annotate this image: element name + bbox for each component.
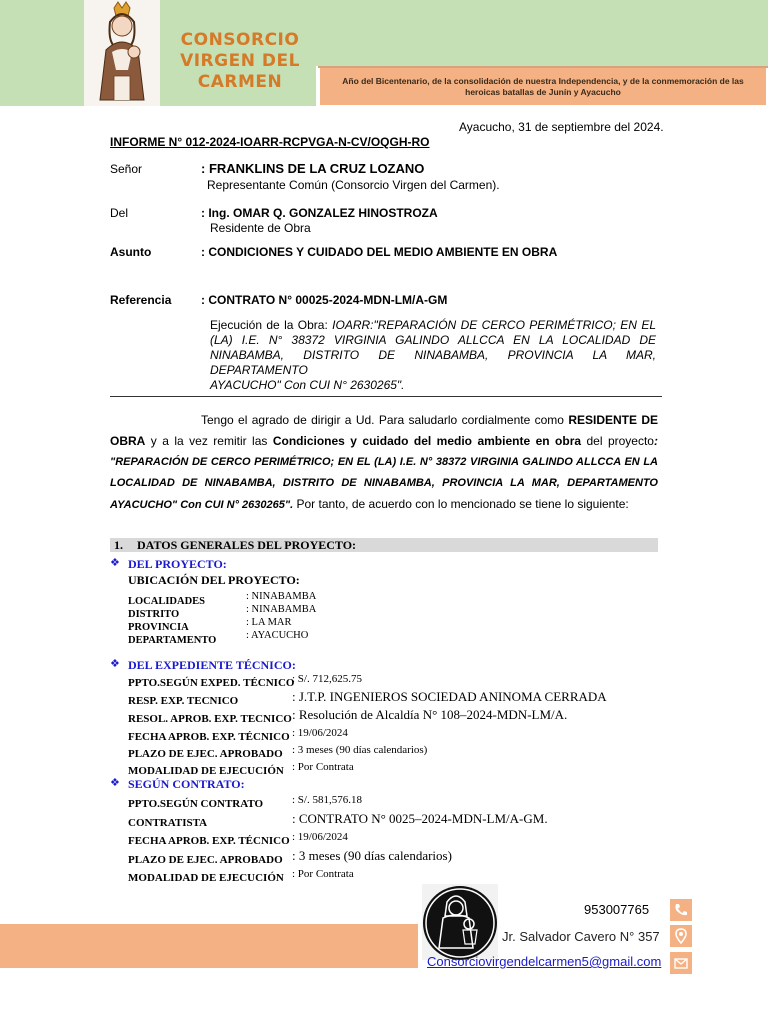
ubicacion-label: LOCALIDADES	[128, 596, 206, 607]
expediente-label: FECHA APROB. EXP. TÉCNICO	[128, 731, 290, 743]
ubicacion-label: PROVINCIA	[128, 622, 189, 633]
addressee-name: : FRANKLINS DE LA CRUZ LOZANO	[201, 161, 425, 176]
reference-detail-line-1: IOARR:"REPARACIÓN DE CERCO PERIMÉTRICO; EN EL	[332, 318, 657, 332]
contrato-label: FECHA APROB. EXP. TÉCNICO	[128, 835, 290, 847]
expediente-list	[128, 673, 648, 778]
brand-line-1: CONSORCIO	[180, 30, 300, 50]
body-text-3: del proyecto	[581, 434, 654, 448]
location-pin-icon	[670, 925, 692, 947]
body-project-line-1: "REPARACIÓN DE CERCO PERIMÉTRICO; EN EL (LA) I.E. N° 38372 VIRGINIA GALINDO ALLCCA EN LA	[110, 456, 658, 468]
footer-address: Jr. Salvador Cavero N° 357	[502, 929, 660, 944]
contrato-label: MODALIDAD DE EJECUCIÓN	[128, 872, 284, 884]
body-bold-2: OBRA	[110, 434, 146, 448]
phone-icon	[670, 899, 692, 921]
contrato-label: CONTRATISTA	[128, 817, 208, 829]
brand-line-3: CARMEN	[197, 72, 283, 92]
reference-label: Referencia	[110, 293, 172, 307]
list-item	[128, 591, 428, 607]
body-bold-1: RESIDENTE DE	[568, 413, 659, 427]
body-text-2: y a la vez remitir las	[145, 434, 273, 448]
virgin-logo	[84, 0, 160, 106]
ubicacion-label: DISTRITO	[128, 609, 180, 620]
reference-value: : CONTRATO N° 00025-2024-MDN-LM/A-GM	[201, 293, 448, 307]
contrato-value: : 3 meses (90 días calendarios)	[292, 848, 452, 863]
expediente-label: PLAZO DE EJEC. APROBADO	[128, 748, 283, 760]
footer-phone: 953007765	[584, 902, 650, 917]
body-bold-3: Condiciones y cuidado del medio ambiente en obra	[272, 434, 582, 448]
ubicacion-value: : LA MAR	[246, 617, 292, 628]
subject-label: Asunto	[110, 245, 152, 259]
diamond-bullet-icon: ❖	[110, 777, 120, 789]
expediente-label: RESP. EXP. TECNICO	[128, 695, 239, 707]
motto-text	[330, 76, 756, 98]
reference-detail-prefix: Ejecución de la Obra:	[210, 318, 333, 332]
ubicacion-value: : AYACUCHO	[246, 630, 309, 641]
section-title: DATOS GENERALES DEL PROYECTO:	[137, 538, 357, 552]
footer-email-link[interactable]: Consorciovirgendelcarmen5@gmail.com	[427, 954, 662, 969]
subject-value: : CONDICIONES Y CUIDADO DEL MEDIO AMBIENTE EN OBRA	[201, 245, 558, 259]
list-item	[128, 813, 648, 831]
ubicacion-value: : NINABAMBA	[246, 591, 317, 602]
divider	[110, 396, 662, 397]
ubicacion-heading: UBICACIÓN DEL PROYECTO:	[128, 573, 300, 587]
expediente-value: : J.T.P. INGENIEROS SOCIEDAD ANINOMA CERRADA	[292, 689, 607, 704]
reference-detail-line-4: AYACUCHO" Con CUI N° 2630265".	[210, 378, 405, 392]
brand-line-2: VIRGEN DEL	[180, 51, 300, 71]
list-item	[128, 727, 648, 744]
addressee-role: Representante Común (Consorcio Virgen del Carmen).	[207, 178, 500, 192]
reference-detail	[210, 318, 656, 393]
expediente-label: PPTO.SEGÚN EXPED. TÉCNICO	[128, 677, 295, 689]
addressee-label: Señor	[110, 162, 143, 176]
expediente-value: : 19/06/2024	[292, 727, 348, 739]
list-item	[128, 850, 648, 868]
reference-detail-line-2: (LA) I.E. N° 38372 VIRGINIA GALINDO ALLCCA EN LA LOCALIDAD DE	[210, 333, 656, 347]
list-item	[128, 761, 648, 778]
section-number: 1.	[114, 538, 123, 552]
reference-detail-line-3: NINABAMBA, DISTRITO DE NINABAMBA, PROVINCIA LA MAR, DEPARTAMENTO	[210, 348, 656, 377]
contrato-value: : 19/06/2024	[292, 831, 348, 843]
expediente-label: MODALIDAD DE EJECUCIÓN	[128, 765, 284, 777]
letter-date: Ayacucho, 31 de septiembre del 2024.	[459, 120, 664, 134]
list-item	[128, 604, 428, 620]
diamond-bullet-icon: ❖	[110, 557, 120, 569]
body-colon: :	[653, 434, 658, 448]
contrato-value: : Por Contrata	[292, 868, 354, 880]
expediente-value: : Por Contrata	[292, 761, 354, 773]
ubicacion-list	[128, 591, 428, 646]
virgin-illustration-icon	[84, 0, 160, 106]
body-project-line-3: AYACUCHO" Con CUI N° 2630265".	[110, 499, 294, 511]
expediente-label: RESOL. APROB. EXP. TECNICO	[128, 713, 292, 725]
expediente-heading: DEL EXPEDIENTE TÉCNICO:	[128, 658, 296, 672]
body-project-line-2: LOCALIDAD DE NINABAMBA, DISTRITO DE NINABAMBA, PROVINCIA LA MAR, DEPARTAMENTO	[110, 477, 658, 489]
expediente-value: : Resolución de Alcaldía N° 108–2024-MDN-LM/A.	[292, 707, 568, 722]
motto-line-2: heroicas batallas de Junín y Ayacucho	[465, 87, 621, 97]
body-text-1: Tengo el agrado de dirigir a Ud. Para saludarlo cordialmente como	[201, 413, 569, 427]
footer-band	[0, 924, 418, 968]
contrato-heading: SEGÚN CONTRATO:	[128, 777, 245, 791]
body-text-4: Por tanto, de acuerdo con lo mencionado se tiene lo siguiente:	[293, 497, 629, 511]
expediente-value: : S/. 712,625.75	[292, 673, 362, 685]
from-role: Residente de Obra	[210, 221, 311, 235]
virgin-seal-icon	[423, 886, 497, 960]
list-item	[128, 709, 648, 727]
list-item	[128, 868, 648, 885]
envelope-icon	[670, 952, 692, 974]
contrato-label: PPTO.SEGÚN CONTRATO	[128, 798, 264, 810]
ubicacion-value: : NINABAMBA	[246, 604, 317, 615]
contrato-list	[128, 794, 648, 885]
footer-logo	[423, 886, 497, 960]
contrato-value: : CONTRATO N° 0025–2024-MDN-LM/A-GM.	[292, 811, 548, 826]
ubicacion-label: DEPARTAMENTO	[128, 635, 217, 646]
brand-name	[164, 30, 316, 93]
diamond-bullet-icon: ❖	[110, 658, 120, 670]
motto-line-1: Año del Bicentenario, de la consolidación de nuestra Independencia, y de la conmemoración de las	[342, 76, 744, 86]
list-item	[128, 744, 648, 761]
expediente-value: : 3 meses (90 días calendarios)	[292, 744, 428, 756]
contrato-value: : S/. 581,576.18	[292, 794, 362, 806]
contrato-label: PLAZO DE EJEC. APROBADO	[128, 854, 283, 866]
report-number: INFORME N° 012-2024-IOARR-RCPVGA-N-CV/OQGH-RO	[110, 135, 430, 149]
header-band-left	[0, 0, 84, 106]
from-name: : Ing. OMAR Q. GONZALEZ HINOSTROZA	[201, 206, 438, 220]
list-item	[128, 630, 428, 646]
from-label: Del	[110, 206, 129, 220]
body-paragraph	[110, 410, 658, 516]
list-item	[128, 617, 428, 633]
proyecto-heading: DEL PROYECTO:	[128, 557, 227, 571]
